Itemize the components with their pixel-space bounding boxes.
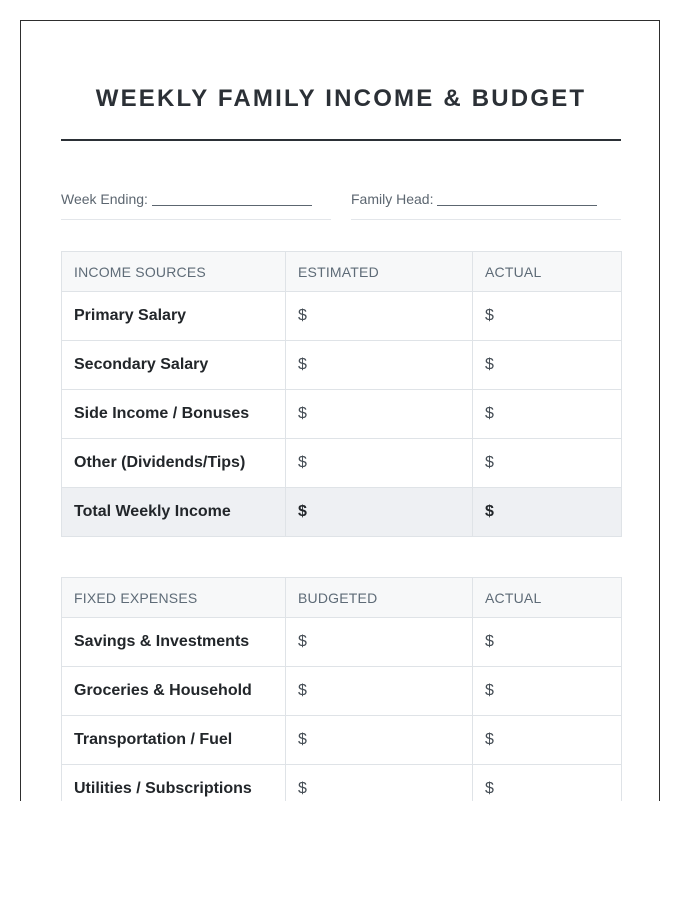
column-header-budgeted: BUDGETED (286, 578, 473, 618)
column-header-actual: ACTUAL (473, 578, 622, 618)
table-row (62, 341, 622, 390)
table-row (62, 667, 622, 716)
actual-cell[interactable]: $ (473, 341, 622, 390)
income-header-row (62, 252, 622, 292)
actual-cell[interactable]: $ (473, 390, 622, 439)
week-ending-blank[interactable] (152, 204, 312, 206)
table-row (62, 765, 622, 802)
week-ending-label: Week Ending: (61, 191, 148, 207)
row-label: Secondary Salary (62, 341, 286, 390)
budgeted-cell[interactable]: $ (286, 618, 473, 667)
family-head-label: Family Head: (351, 191, 434, 207)
budgeted-cell[interactable]: $ (286, 765, 473, 802)
estimated-cell[interactable]: $ (286, 390, 473, 439)
expenses-table (61, 577, 622, 801)
actual-cell[interactable]: $ (473, 439, 622, 488)
budgeted-cell[interactable]: $ (286, 716, 473, 765)
row-label: Savings & Investments (62, 618, 286, 667)
total-row (62, 488, 622, 537)
column-header-fixed-expenses: FIXED EXPENSES (62, 578, 286, 618)
actual-cell[interactable]: $ (473, 765, 622, 802)
actual-cell[interactable]: $ (473, 716, 622, 765)
actual-cell[interactable]: $ (473, 618, 622, 667)
column-header-income-sources: INCOME SOURCES (62, 252, 286, 292)
title-divider (61, 139, 621, 141)
actual-cell[interactable]: $ (473, 667, 622, 716)
actual-cell[interactable]: $ (473, 292, 622, 341)
table-row (62, 439, 622, 488)
estimated-cell[interactable]: $ (286, 439, 473, 488)
income-table (61, 251, 622, 537)
total-estimated-cell[interactable]: $ (286, 488, 473, 537)
table-row (62, 618, 622, 667)
column-header-estimated: ESTIMATED (286, 252, 473, 292)
total-label: Total Weekly Income (62, 488, 286, 537)
row-label: Side Income / Bonuses (62, 390, 286, 439)
row-label: Other (Dividends/Tips) (62, 439, 286, 488)
row-label: Utilities / Subscriptions (62, 765, 286, 802)
family-head-field[interactable] (351, 191, 621, 220)
estimated-cell[interactable]: $ (286, 292, 473, 341)
expenses-header-row (62, 578, 622, 618)
column-header-actual: ACTUAL (473, 252, 622, 292)
row-label: Primary Salary (62, 292, 286, 341)
row-label: Groceries & Household (62, 667, 286, 716)
table-row (62, 292, 622, 341)
budgeted-cell[interactable]: $ (286, 667, 473, 716)
row-label: Transportation / Fuel (62, 716, 286, 765)
week-ending-field[interactable] (61, 191, 331, 220)
family-head-blank[interactable] (437, 204, 597, 206)
table-row (62, 716, 622, 765)
page-title: WEEKLY FAMILY INCOME & BUDGET (95, 85, 587, 112)
estimated-cell[interactable]: $ (286, 341, 473, 390)
budget-sheet (20, 20, 660, 801)
table-row (62, 390, 622, 439)
total-actual-cell[interactable]: $ (473, 488, 622, 537)
